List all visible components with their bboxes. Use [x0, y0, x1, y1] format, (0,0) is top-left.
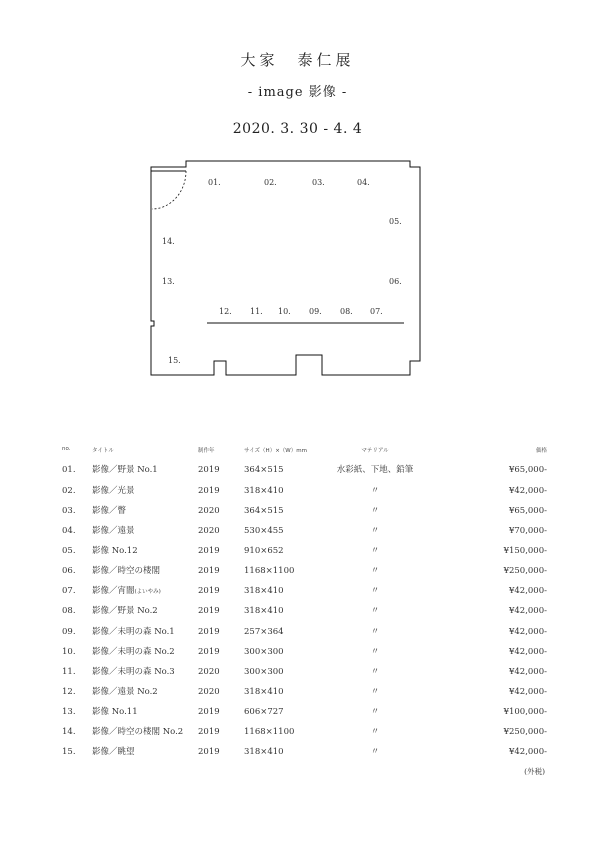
cell-material: 〃 — [370, 647, 380, 657]
cell-material: 〃 — [370, 707, 380, 717]
cell-size: 318×410 — [244, 606, 284, 616]
cell-size: 318×410 — [244, 687, 284, 697]
plan-label-06: 06. — [389, 277, 402, 286]
table-row — [0, 605, 595, 625]
cell-material: 水彩紙、下地、鉛筆 — [336, 465, 414, 475]
plan-label-12: 12. — [219, 307, 232, 316]
floor-plan-walls — [151, 161, 420, 375]
cell-title: 影像 No.12 — [92, 546, 138, 556]
cell-size: 300×300 — [244, 667, 284, 677]
cell-price: ¥65,000- — [508, 506, 547, 516]
cell-size: 257×364 — [244, 627, 284, 637]
cell-material: 〃 — [370, 526, 380, 536]
table-row — [0, 565, 595, 585]
cell-material: 〃 — [370, 586, 380, 596]
cell-size: 364×515 — [244, 465, 284, 475]
cell-price: ¥250,000- — [503, 727, 547, 737]
cell-year: 2020 — [198, 687, 220, 697]
cell-price: ¥42,000- — [508, 586, 547, 596]
table-row — [0, 646, 595, 666]
cell-price: ¥42,000- — [508, 647, 547, 657]
table-row — [0, 505, 595, 525]
exhibition-subtitle: - image 影像 - — [247, 85, 348, 100]
cell-title: 影像／未明の森 No.1 — [92, 627, 175, 637]
cell-no: 12. — [62, 687, 76, 697]
cell-year: 2019 — [198, 586, 220, 596]
cell-price: ¥100,000- — [503, 707, 547, 717]
cell-no: 06. — [62, 566, 76, 576]
table-row — [0, 746, 595, 766]
table-row — [0, 686, 595, 706]
cell-price: ¥42,000- — [508, 667, 547, 677]
cell-size: 1168×1100 — [244, 727, 295, 737]
cell-title: 影像／眺望 — [92, 747, 135, 757]
cell-size: 364×515 — [244, 506, 284, 516]
cell-price: ¥150,000- — [503, 546, 547, 556]
cell-title: 影像／瞥 — [92, 506, 127, 516]
plan-label-05: 05. — [389, 217, 402, 226]
cell-no: 02. — [62, 486, 76, 496]
cell-price: ¥42,000- — [508, 606, 547, 616]
cell-material: 〃 — [370, 486, 380, 496]
cell-title: 影像／未明の森 No.3 — [92, 667, 175, 677]
cell-year: 2019 — [198, 465, 220, 475]
cell-no: 14. — [62, 727, 76, 737]
cell-size: 318×410 — [244, 486, 284, 496]
plan-label-04: 04. — [357, 178, 370, 187]
table-row — [0, 585, 595, 605]
cell-year: 2019 — [198, 647, 220, 657]
cell-price: ¥42,000- — [508, 747, 547, 757]
plan-label-03: 03. — [312, 178, 325, 187]
col-header-title: タイトル — [92, 448, 114, 454]
cell-title: 影像／未明の森 No.2 — [92, 647, 175, 657]
cell-year: 2019 — [198, 727, 220, 737]
plan-label-13: 13. — [162, 277, 175, 286]
cell-material: 〃 — [370, 506, 380, 516]
table-row — [0, 666, 595, 686]
cell-material: 〃 — [370, 606, 380, 616]
cell-size: 606×727 — [244, 707, 284, 717]
plan-label-09: 09. — [309, 307, 322, 316]
cell-no: 05. — [62, 546, 76, 556]
cell-price: ¥250,000- — [503, 566, 547, 576]
cell-no: 11. — [62, 667, 76, 677]
cell-size: 318×410 — [244, 586, 284, 596]
cell-no: 10. — [62, 647, 76, 657]
cell-year: 2019 — [198, 707, 220, 717]
cell-year: 2020 — [198, 667, 220, 677]
cell-title: 影像 No.11 — [92, 707, 138, 717]
cell-year: 2019 — [198, 486, 220, 496]
cell-material: 〃 — [370, 566, 380, 576]
cell-year: 2020 — [198, 526, 220, 536]
cell-title: 影像／時空の楼閣 No.2 — [92, 727, 184, 737]
table-row — [0, 726, 595, 746]
plan-label-08: 08. — [340, 307, 353, 316]
cell-year: 2020 — [198, 506, 220, 516]
cell-no: 04. — [62, 526, 76, 536]
cell-size: 318×410 — [244, 747, 284, 757]
tax-footnote: (外税) — [524, 767, 545, 776]
cell-size: 1168×1100 — [244, 566, 295, 576]
plan-label-07: 07. — [370, 307, 383, 316]
cell-year: 2019 — [198, 627, 220, 637]
cell-title: 影像／遠景 No.2 — [92, 687, 158, 697]
cell-title: 影像／野景 No.2 — [92, 606, 158, 616]
cell-size: 910×652 — [244, 546, 284, 556]
cell-year: 2019 — [198, 546, 220, 556]
table-row — [0, 485, 595, 505]
plan-label-15: 15. — [168, 356, 181, 365]
table-row — [0, 525, 595, 545]
cell-title: 影像／野景 No.1 — [92, 465, 158, 475]
cell-no: 08. — [62, 606, 76, 616]
cell-title: 影像／時空の楼閣 — [92, 566, 161, 576]
plan-label-10: 10. — [278, 307, 291, 316]
cell-price: ¥70,000- — [508, 526, 547, 536]
plan-label-14: 14. — [162, 237, 175, 246]
cell-year: 2019 — [198, 747, 220, 757]
exhibition-title: 大家 泰仁展 — [240, 51, 355, 69]
col-header-size: サイズ（H）×（W）mm — [244, 448, 307, 454]
cell-price: ¥65,000- — [508, 465, 547, 475]
col-header-year: 制作年 — [198, 448, 215, 454]
door-swing — [152, 171, 186, 209]
cell-price: ¥42,000- — [508, 687, 547, 697]
cell-size: 300×300 — [244, 647, 284, 657]
table-row — [0, 626, 595, 646]
cell-price: ¥42,000- — [508, 486, 547, 496]
cell-no: 01. — [62, 465, 76, 475]
cell-title-reading: (よいやみ) — [134, 589, 161, 595]
table-row — [0, 545, 595, 565]
cell-no: 07. — [62, 586, 76, 596]
cell-no: 03. — [62, 506, 76, 516]
cell-title — [92, 585, 161, 598]
table-row — [0, 464, 595, 484]
cell-year: 2019 — [198, 566, 220, 576]
cell-title-text: 影像／宵闇 — [92, 586, 135, 596]
plan-label-01: 01. — [208, 178, 221, 187]
floor-plan — [0, 0, 595, 400]
col-header-no: no. — [62, 446, 71, 452]
cell-price: ¥42,000- — [508, 627, 547, 637]
table-row — [0, 706, 595, 726]
cell-title: 影像／光景 — [92, 486, 135, 496]
plan-label-02: 02. — [264, 178, 277, 187]
plan-label-11: 11. — [250, 307, 263, 316]
cell-material: 〃 — [370, 667, 380, 677]
cell-no: 09. — [62, 627, 76, 637]
cell-material: 〃 — [370, 546, 380, 556]
cell-material: 〃 — [370, 687, 380, 697]
cell-material: 〃 — [370, 627, 380, 637]
exhibition-dates: 2020. 3. 30 - 4. 4 — [232, 121, 363, 137]
cell-year: 2019 — [198, 606, 220, 616]
cell-no: 15. — [62, 747, 76, 757]
cell-size: 530×455 — [244, 526, 284, 536]
cell-material: 〃 — [370, 727, 380, 737]
cell-title: 影像／遠景 — [92, 526, 135, 536]
cell-material: 〃 — [370, 747, 380, 757]
col-header-material: マテリアル — [361, 448, 389, 454]
cell-no: 13. — [62, 707, 76, 717]
col-header-price: 価格 — [535, 448, 547, 454]
